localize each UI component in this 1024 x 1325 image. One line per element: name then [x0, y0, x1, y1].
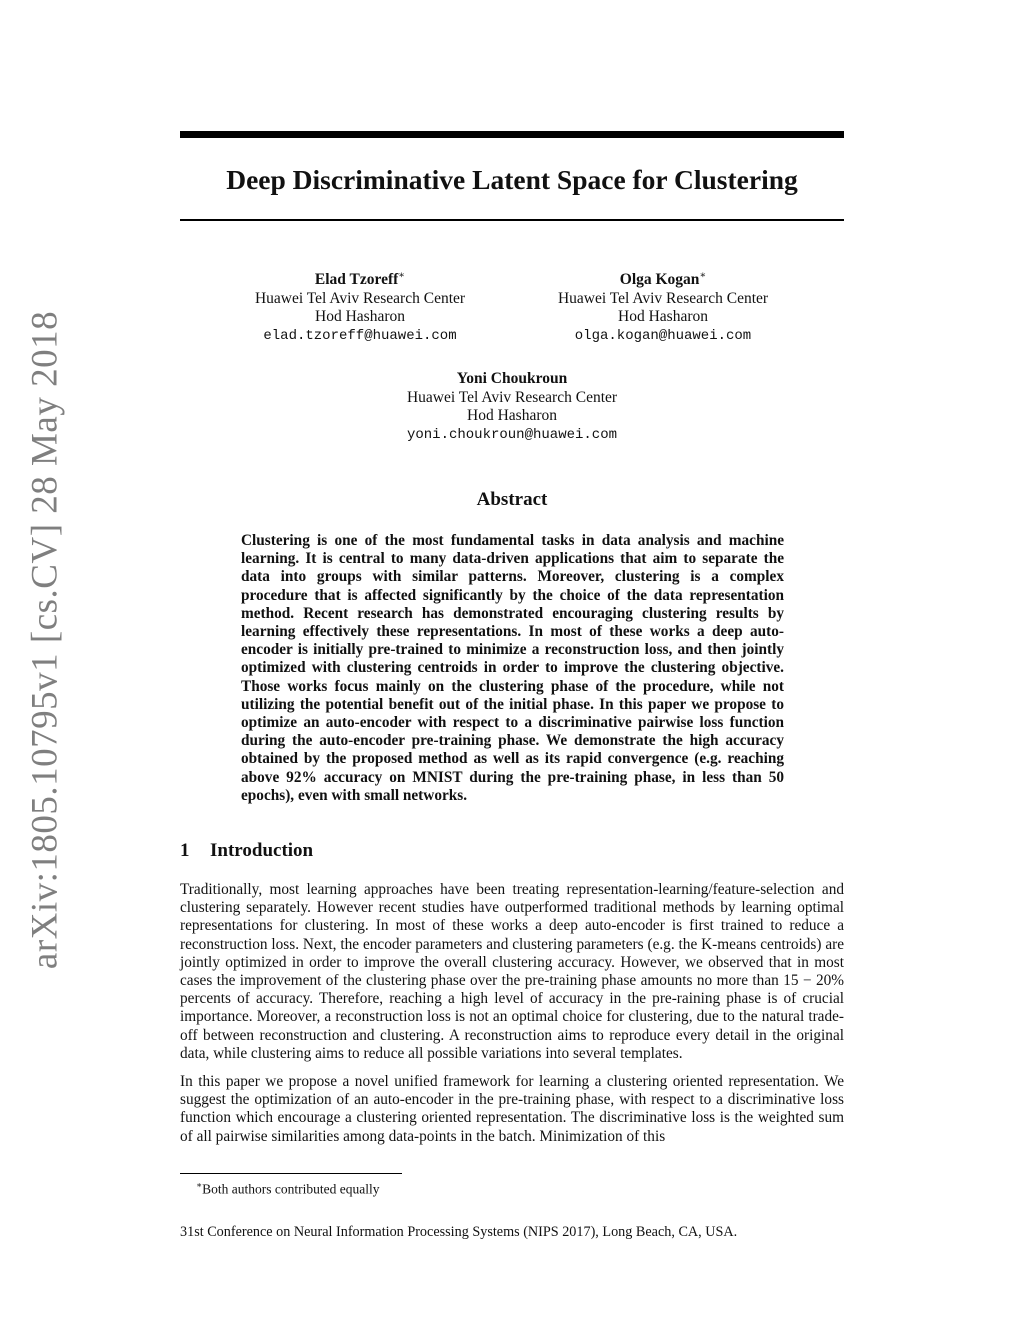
- paragraph: In this paper we propose a novel unified framework for learning a clustering oriented representation. We suggest the optimization of an auto-encoder in the pre-training phase, with respect to a discriminative loss function which encourage a clustering oriented representation. The discriminative loss is the weighted sum of all pairwise similarities among data-points in the batch. Minimization of this: [180, 1073, 844, 1145]
- author-location: Hod Hasharon: [618, 308, 708, 326]
- arxiv-identifier: arXiv:1805.10795v1 [cs.CV] 28 May 2018: [24, 310, 66, 970]
- author-affiliation: Huawei Tel Aviv Research Center: [254, 289, 466, 307]
- abstract-heading: Abstract: [476, 489, 548, 510]
- equal-contribution-mark: ∗: [699, 270, 707, 281]
- author-block: [220, 267, 500, 345]
- abstract-text: Clustering is one of the most fundamental tasks in data analysis and machine learning. It is central to many data-driven applications that aim to separate the data into groups with similar patterns. Moreover, clustering is a complex procedure that is affected significantly by the choice of the data representation method. Recent research has demonstrated encouraging clustering results by learning effectively these representations. In most of these works a deep auto-encoder is initially pre-trained to minimize a reconstruction loss, and then jointly optimized with clustering centroids in order to improve the clustering objective. Those works focus mainly on the clustering phase of the procedure, while not utilizing the potential benefit out of the initial phase. In this paper we propose to optimize an auto-encoder with respect to a discriminative pairwise loss function during the auto-encoder pre-training phase. We demonstrate the high accuracy obtained by the proposed method as well as its rapid convergence (e.g. reaching above 92% accuracy on MNIST during the pre-training phase, in less than 50 epochs), even with small networks.: [241, 532, 784, 804]
- author-name: Olga Kogan∗: [619, 270, 707, 289]
- author-email[interactable]: yoni.choukroun@huawei.com: [406, 426, 618, 443]
- title-rule-bottom: [180, 219, 844, 221]
- author-location: Hod Hasharon: [467, 407, 557, 424]
- section-heading: [180, 840, 313, 862]
- paper-title: Deep Discriminative Latent Space for Clustering: [226, 164, 798, 195]
- author-email[interactable]: elad.tzoreff@huawei.com: [263, 327, 457, 344]
- title-rule-top: [180, 131, 844, 138]
- author-email[interactable]: olga.kogan@huawei.com: [574, 327, 752, 344]
- author-name: Elad Tzoreff∗: [314, 270, 406, 289]
- author-name: Yoni Choukroun: [456, 370, 568, 387]
- author-affiliation: Huawei Tel Aviv Research Center: [557, 289, 769, 307]
- section-title: Introduction: [210, 840, 314, 861]
- section-number: 1: [180, 840, 190, 861]
- footnote-rule: [180, 1173, 402, 1174]
- conference-notice: 31st Conference on Neural Information Processing Systems (NIPS 2017), Long Beach, CA, USA.: [180, 1224, 738, 1240]
- author-affiliation: Huawei Tel Aviv Research Center: [406, 388, 618, 406]
- equal-contribution-mark: ∗: [398, 270, 406, 281]
- footnote: [196, 1177, 379, 1198]
- footnote-text: Both authors contributed equally: [202, 1181, 380, 1197]
- paragraph: Traditionally, most learning approaches have been treating representation-learning/feature-selection and clustering separately. However recent studies have outperformed traditional methods by learning optimal representations for clustering. In most of these works a deep auto-encoder is first trained to reduce a reconstruction loss. Next, the encoder parameters and clustering parameters (e.g. the K-means centroids) are jointly optimized in order to improve the overall clustering accuracy. However, we observed that in most cases the improvement of the clustering phase over the pre-training phase amounts no more than 15 − 20% percents of accuracy. Therefore, reaching a high level of accuracy in the pre-raining phase is of crucial importance. Moreover, a reconstruction loss is not an optimal choice for clustering, due to the natural trade-off between reconstruction and clustering. A reconstruction aims to reproduce every detail in the original data, while clustering aims to reduce all possible variations into several templates.: [180, 881, 844, 1062]
- author-block: [523, 267, 803, 345]
- footnote-mark: ∗: [196, 1180, 203, 1190]
- introduction-body: [180, 881, 844, 1156]
- author-block: [372, 370, 652, 444]
- author-location: Hod Hasharon: [315, 308, 405, 326]
